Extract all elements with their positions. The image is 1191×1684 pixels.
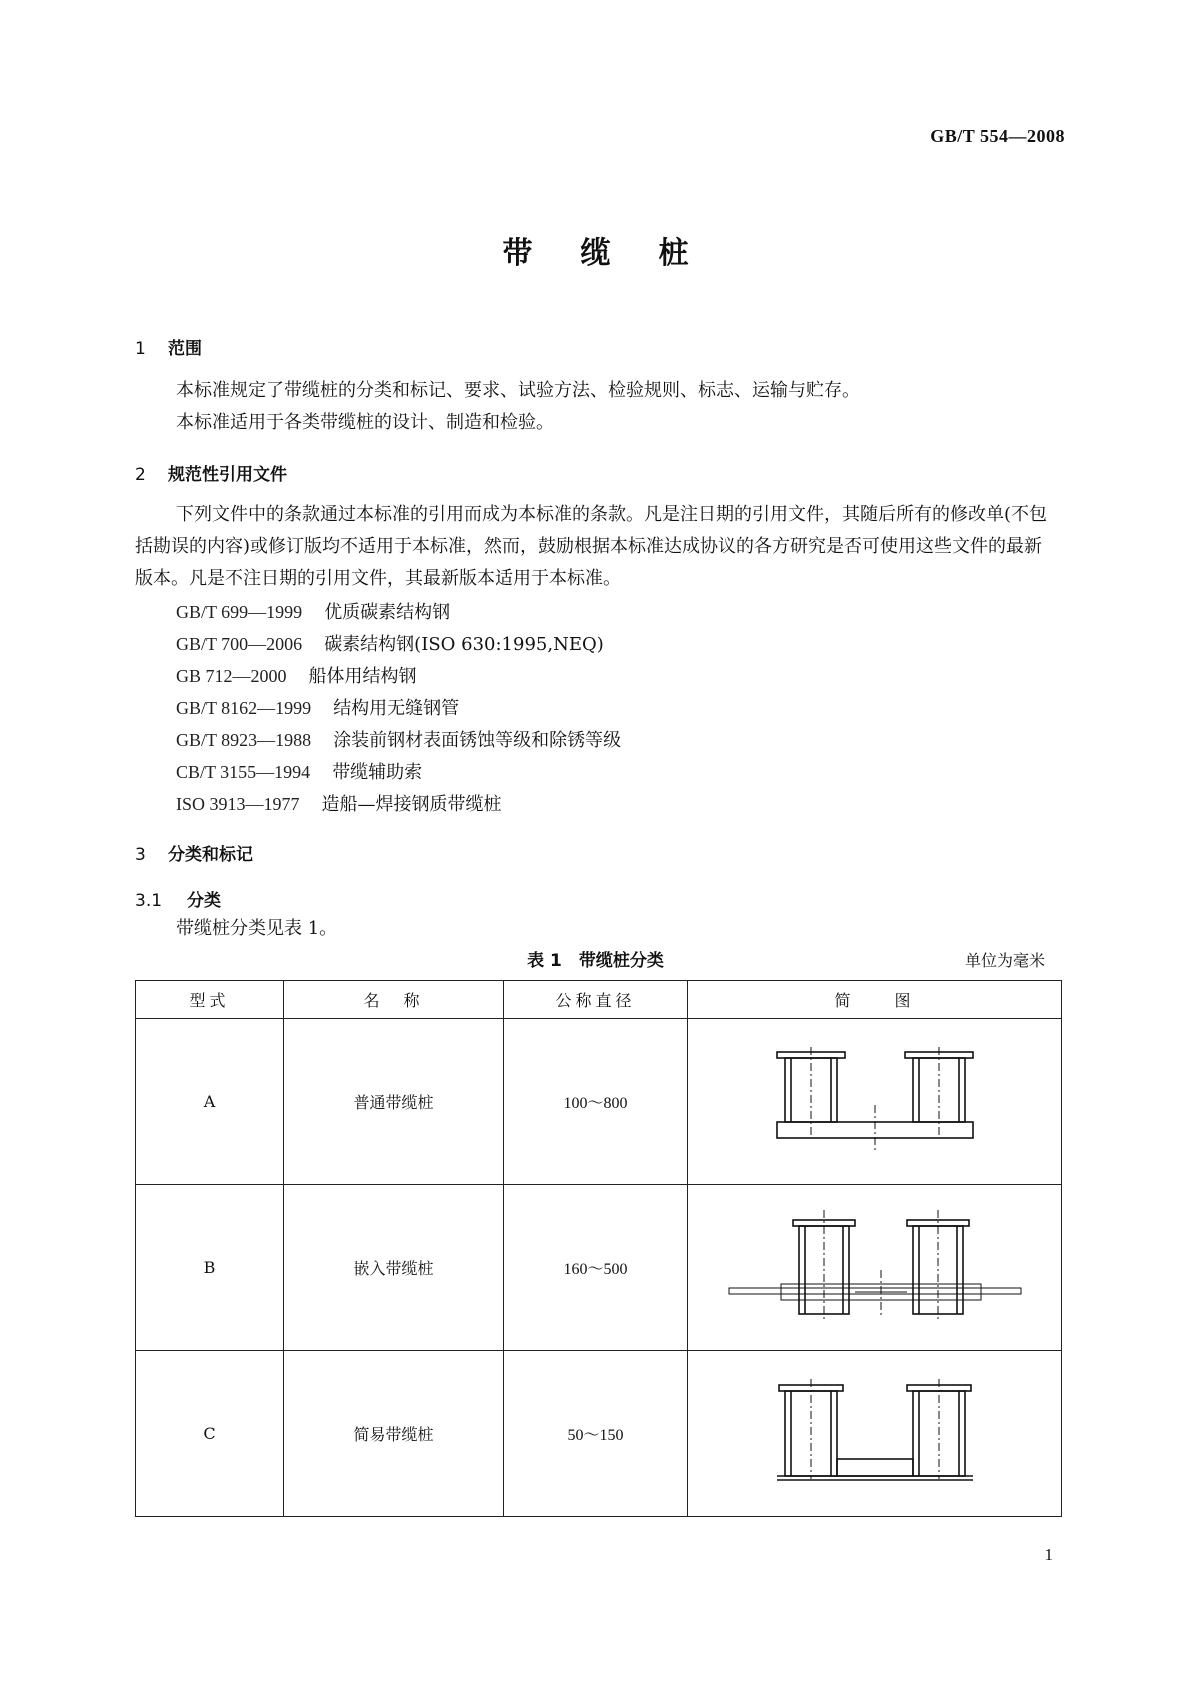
header-diameter: 公称直径 <box>504 981 688 1019</box>
reference-title: 带缆辅助索 <box>332 762 423 783</box>
section-3-heading <box>135 840 253 865</box>
reference-title: 结构用无缝钢管 <box>333 698 460 719</box>
cell-sketch <box>688 1351 1062 1517</box>
bollard-type-b-icon <box>725 1210 1025 1325</box>
reference-code: GB/T 8162—1999 <box>176 698 312 718</box>
reference-code: CB/T 3155—1994 <box>176 762 311 782</box>
reference-title: 碳素结构钢(ISO 630:1995,NEQ) <box>324 634 604 655</box>
cell-type: B <box>136 1185 284 1351</box>
cell-sketch <box>688 1019 1062 1185</box>
subsection-number: 3.1 <box>135 891 163 911</box>
table-row <box>136 1019 1062 1185</box>
reference-item <box>176 630 604 656</box>
section-number: 1 <box>135 339 146 359</box>
reference-title: 优质碳素结构钢 <box>324 602 451 623</box>
reference-item <box>176 758 422 784</box>
reference-code: GB 712—2000 <box>176 666 287 686</box>
section-title: 分类和标记 <box>168 845 253 865</box>
cell-diameter: 100～800 <box>504 1019 688 1185</box>
section-number: 3 <box>135 845 146 865</box>
paragraph: 本标准规定了带缆桩的分类和标记、要求、试验方法、检验规则、标志、运输与贮存。 <box>176 380 860 401</box>
table-row <box>136 1351 1062 1517</box>
page-number: 1 <box>1044 1545 1053 1564</box>
header-type: 型式 <box>136 981 284 1019</box>
classification-table <box>135 980 1062 1517</box>
cell-type: A <box>136 1019 284 1185</box>
table-row <box>136 1185 1062 1351</box>
bollard-type-c-icon <box>765 1379 985 1489</box>
section-number: 2 <box>135 465 146 485</box>
reference-code: GB/T 699—1999 <box>176 602 303 622</box>
reference-code: GB/T 700—2006 <box>176 634 303 654</box>
reference-item <box>176 598 450 624</box>
standard-code: GB/T 554—2008 <box>930 126 1065 146</box>
subsection-title: 分类 <box>187 891 221 911</box>
paragraph: 带缆桩分类见表 1。 <box>176 918 338 939</box>
bollard-type-a-icon <box>765 1047 985 1157</box>
header-name: 名 称 <box>284 981 504 1019</box>
reference-code: ISO 3913—1977 <box>176 794 300 814</box>
document-title: 带缆桩 <box>502 236 737 271</box>
reference-title: 船体用结构钢 <box>308 666 417 687</box>
table-caption: 表 1 带缆桩分类 <box>527 951 664 971</box>
reference-title: 涂装前钢材表面锈蚀等级和除锈等级 <box>333 730 622 751</box>
reference-code: GB/T 8923—1988 <box>176 730 312 750</box>
reference-item <box>176 726 621 752</box>
reference-item <box>176 790 502 816</box>
cell-diameter: 160～500 <box>504 1185 688 1351</box>
cell-type: C <box>136 1351 284 1517</box>
reference-item <box>176 662 417 688</box>
cell-sketch <box>688 1185 1062 1351</box>
section-2-heading <box>135 460 287 485</box>
cell-name: 简易带缆桩 <box>284 1351 504 1517</box>
subsection-3-1-heading <box>135 886 221 911</box>
section-title: 规范性引用文件 <box>168 465 287 485</box>
table-unit: 单位为毫米 <box>964 951 1045 970</box>
table-header-row <box>136 981 1062 1019</box>
section-1-heading <box>135 334 202 359</box>
paragraph: 本标准适用于各类带缆桩的设计、制造和检验。 <box>176 412 554 433</box>
header-sketch: 简 图 <box>688 981 1062 1019</box>
section-title: 范围 <box>168 339 202 359</box>
reference-title: 造船—焊接钢质带缆桩 <box>321 794 502 815</box>
cell-diameter: 50～150 <box>504 1351 688 1517</box>
cell-name: 普通带缆桩 <box>284 1019 504 1185</box>
reference-item <box>176 694 459 720</box>
cell-name: 嵌入带缆桩 <box>284 1185 504 1351</box>
section-2-intro: 下列文件中的条款通过本标准的引用而成为本标准的条款。凡是注日期的引用文件，其随后所有的修改单(不包括勘误的内容)或修订版均不适用于本标准，然而，鼓励根据本标准达成协议的各方研究是否可使用这些文件的最新版本。凡是不注日期的引用文件，其最新版本适用于本标准。 <box>135 504 1048 589</box>
